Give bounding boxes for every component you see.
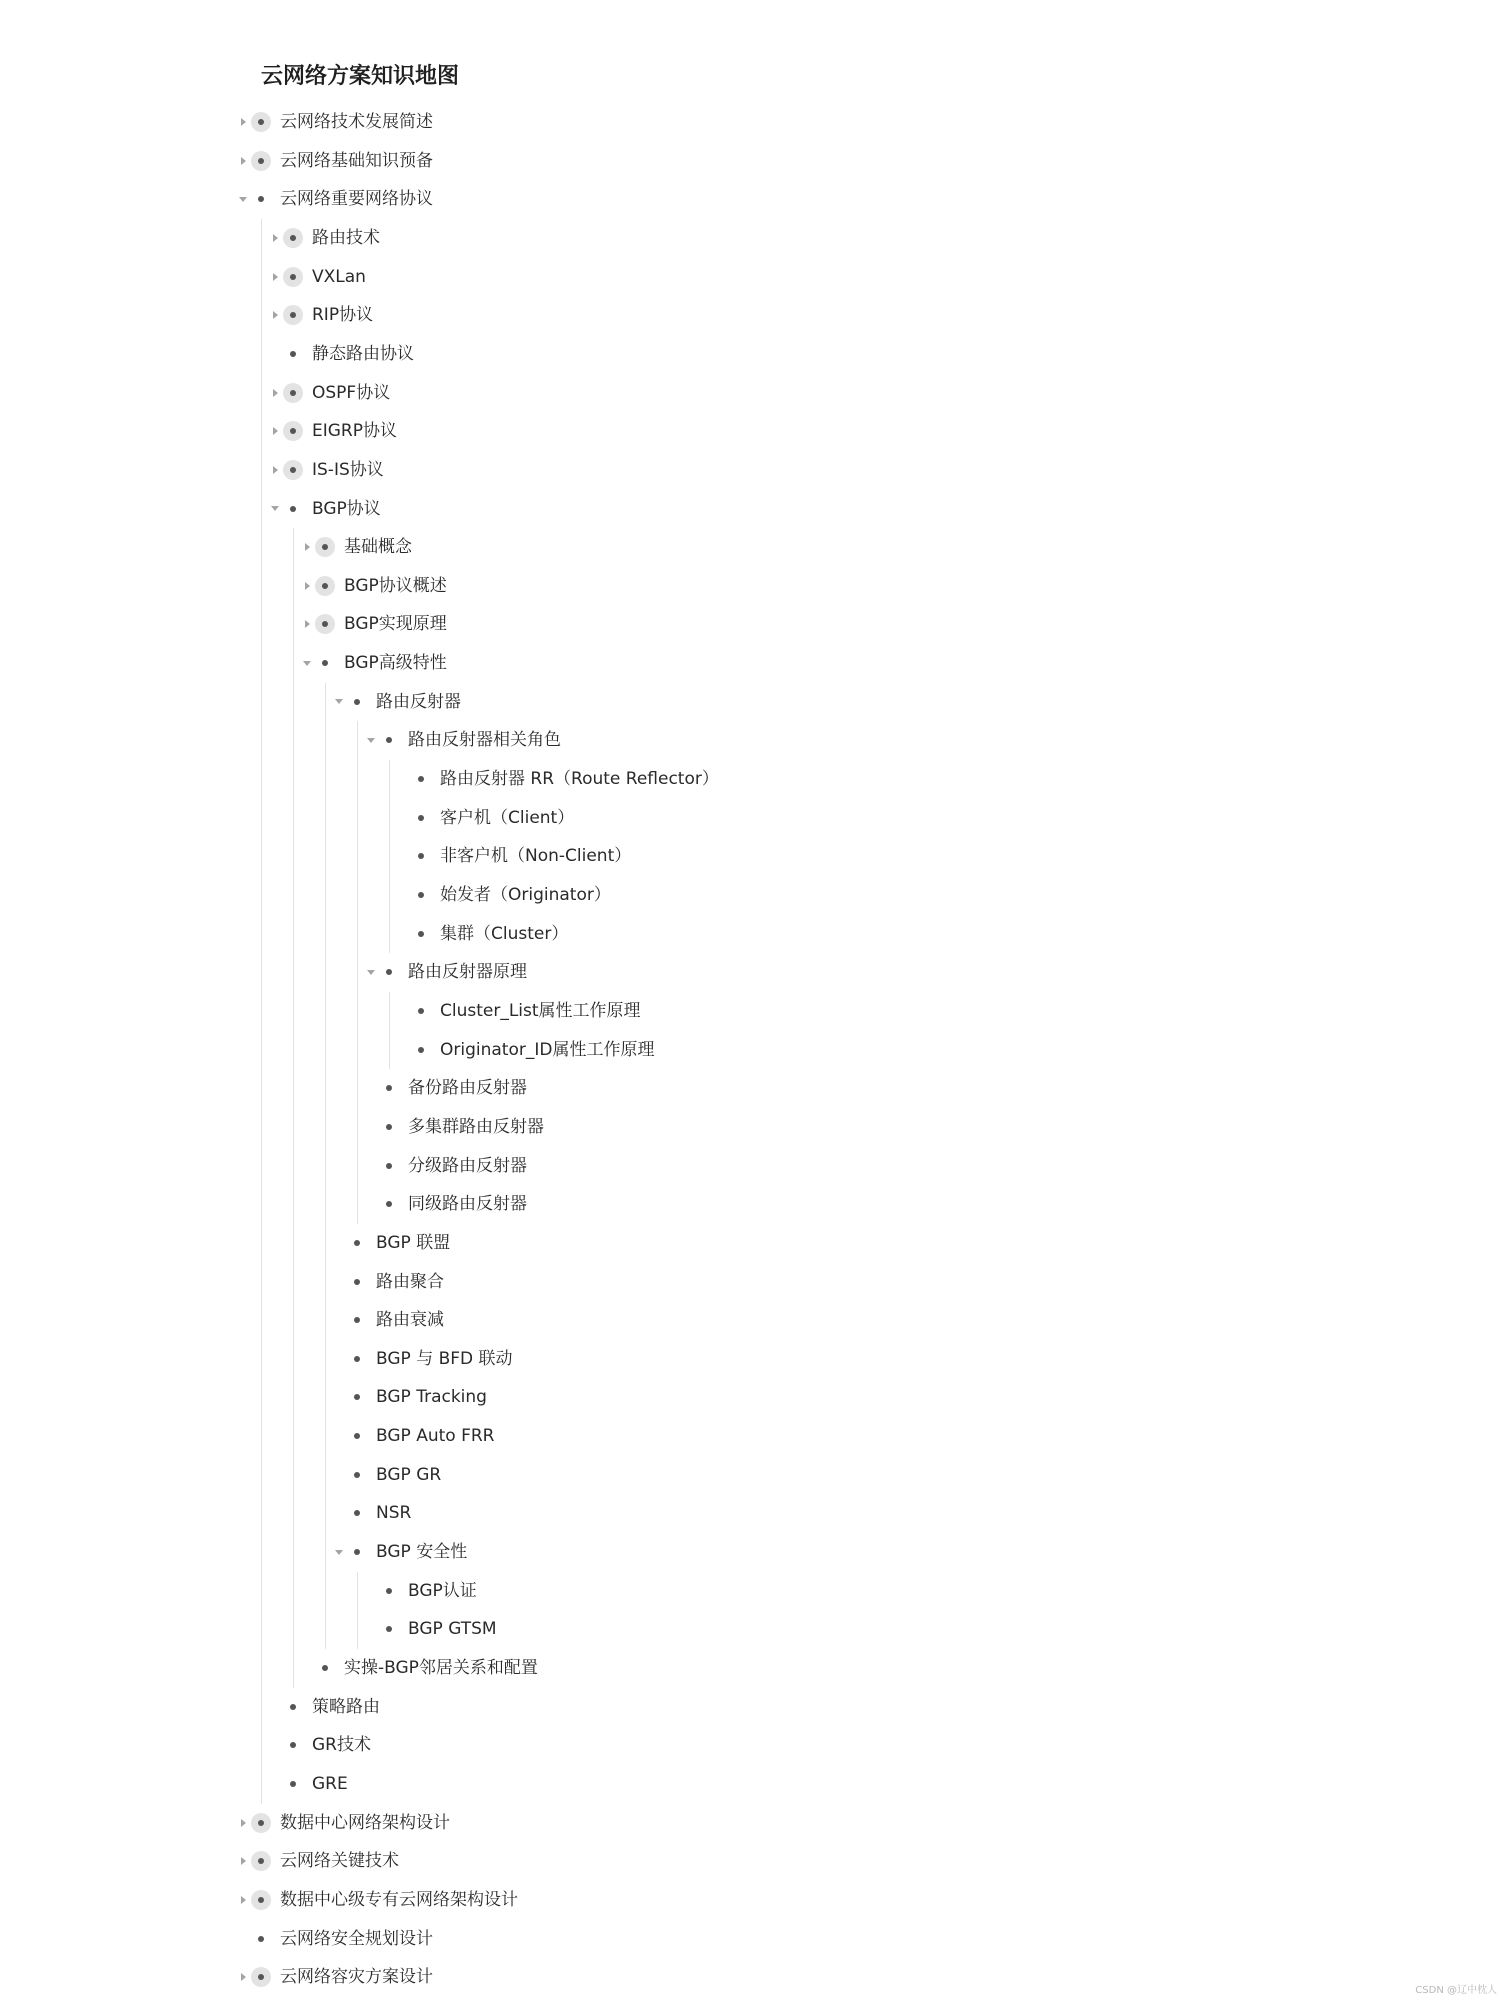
bullet-icon[interactable] xyxy=(379,730,399,750)
expand-caret-icon[interactable] xyxy=(300,579,314,593)
outline-node[interactable] xyxy=(0,1726,1509,1764)
outline-node[interactable] xyxy=(0,1881,1509,1919)
outline-node[interactable] xyxy=(0,1147,1509,1185)
outline-node[interactable] xyxy=(0,1340,1509,1378)
bullet-icon[interactable] xyxy=(251,189,271,209)
outline-node[interactable] xyxy=(0,1456,1509,1494)
outline-node[interactable] xyxy=(0,876,1509,914)
indent-guide-line xyxy=(357,1572,358,1649)
outline-node-label[interactable]: BGP实现原理 xyxy=(344,614,447,635)
watermark: CSDN @辽中枕人 xyxy=(1415,1985,1497,1996)
indent-guide-line xyxy=(357,721,358,1223)
expand-caret-icon[interactable] xyxy=(268,463,282,477)
outline-node[interactable] xyxy=(0,799,1509,837)
bullet-icon[interactable] xyxy=(283,460,303,480)
outline-node[interactable] xyxy=(0,760,1509,798)
outline-node[interactable] xyxy=(0,1301,1509,1339)
bullet-icon[interactable] xyxy=(283,267,303,287)
bullet-icon[interactable] xyxy=(283,1774,303,1794)
outline-node[interactable] xyxy=(0,992,1509,1030)
outline-node[interactable] xyxy=(0,1649,1509,1687)
outline-node-label[interactable]: 路由反射器相关角色 xyxy=(408,730,561,751)
outline-node-label[interactable]: 数据中心级专有云网络架构设计 xyxy=(280,1889,518,1910)
outline-node-label[interactable]: 多集群路由反射器 xyxy=(408,1116,544,1137)
outline-node-label[interactable]: 实操-BGP邻居关系和配置 xyxy=(344,1658,538,1678)
bullet-icon[interactable] xyxy=(411,924,431,944)
outline-node[interactable] xyxy=(0,1031,1509,1069)
indent-guide-line xyxy=(325,683,326,1649)
expand-caret-icon[interactable] xyxy=(268,231,282,245)
bullet-icon[interactable] xyxy=(283,1697,303,1717)
outline-node-label[interactable]: 同级路由反射器 xyxy=(408,1194,527,1215)
bullet-icon[interactable] xyxy=(251,1890,271,1910)
outline-node[interactable] xyxy=(0,528,1509,566)
outline-node-label[interactable]: 非客户机（Non-Client） xyxy=(440,846,632,867)
outline-node-label[interactable]: BGP GR xyxy=(376,1464,442,1485)
outline-node-label[interactable]: BGP协议 xyxy=(312,498,381,519)
bullet-icon[interactable] xyxy=(411,846,431,866)
outline-node-label[interactable]: EIGRP协议 xyxy=(312,421,397,442)
outline-node-label[interactable]: IS-IS协议 xyxy=(312,459,384,480)
bullet-icon[interactable] xyxy=(283,228,303,248)
bullet-icon[interactable] xyxy=(347,692,367,712)
bullet-icon[interactable] xyxy=(347,1542,367,1562)
bullet-icon[interactable] xyxy=(251,151,271,171)
outline-node-label[interactable]: GRE xyxy=(312,1773,348,1794)
collapse-caret-icon[interactable] xyxy=(332,695,346,709)
outline-node[interactable] xyxy=(0,1224,1509,1262)
expand-caret-icon[interactable] xyxy=(268,270,282,284)
outline-node[interactable] xyxy=(0,721,1509,759)
outline-node[interactable] xyxy=(0,1069,1509,1107)
bullet-icon[interactable] xyxy=(379,1156,399,1176)
outline-node-label[interactable]: GR技术 xyxy=(312,1735,371,1756)
outline-node-label[interactable]: VXLan xyxy=(312,266,366,287)
bullet-icon[interactable] xyxy=(251,112,271,132)
collapse-caret-icon[interactable] xyxy=(236,192,250,206)
outline-node[interactable] xyxy=(0,1765,1509,1803)
indent-guide-line xyxy=(261,219,262,1804)
bullet-icon[interactable] xyxy=(283,421,303,441)
bullet-icon[interactable] xyxy=(379,1194,399,1214)
bullet-icon[interactable] xyxy=(315,537,335,557)
bullet-icon[interactable] xyxy=(283,344,303,364)
outline-node-label[interactable]: BGP高级特性 xyxy=(344,653,447,674)
outline-node[interactable] xyxy=(0,1494,1509,1532)
outline-node[interactable] xyxy=(0,605,1509,643)
outline-node[interactable] xyxy=(0,451,1509,489)
outline-node-label[interactable]: 分级路由反射器 xyxy=(408,1155,527,1176)
outline-node-label[interactable]: BGP协议概述 xyxy=(344,575,447,596)
bullet-icon[interactable] xyxy=(347,1349,367,1369)
outline-node[interactable] xyxy=(0,683,1509,721)
bullet-icon[interactable] xyxy=(283,1735,303,1755)
outline-node-label[interactable]: 备份路由反射器 xyxy=(408,1078,527,1099)
outline-node[interactable] xyxy=(0,1417,1509,1455)
bullet-icon[interactable] xyxy=(411,885,431,905)
outline-node[interactable] xyxy=(0,335,1509,373)
outline-node-label[interactable]: 路由反射器 RR（Route Reflector） xyxy=(440,769,719,790)
bullet-icon[interactable] xyxy=(251,1851,271,1871)
bullet-icon[interactable] xyxy=(347,1426,367,1446)
outline-node[interactable] xyxy=(0,1842,1509,1880)
outline-node[interactable] xyxy=(0,837,1509,875)
outline-node[interactable] xyxy=(0,258,1509,296)
outline-node[interactable] xyxy=(0,142,1509,180)
bullet-icon[interactable] xyxy=(315,576,335,596)
outline-node-label[interactable]: 数据中心网络架构设计 xyxy=(280,1812,450,1833)
outline-node[interactable] xyxy=(0,1920,1509,1958)
outline-node[interactable] xyxy=(0,567,1509,605)
outline-node[interactable] xyxy=(0,180,1509,218)
outline-node-label[interactable]: 路由反射器 xyxy=(376,691,461,712)
bullet-icon[interactable] xyxy=(347,1503,367,1523)
outline-node-label[interactable]: NSR xyxy=(376,1503,412,1524)
collapse-caret-icon[interactable] xyxy=(364,733,378,747)
outline-node-label[interactable]: BGP Tracking xyxy=(376,1387,487,1408)
outline-node-label[interactable]: 客户机（Client） xyxy=(440,807,575,828)
expand-caret-icon[interactable] xyxy=(236,1854,250,1868)
outline-node-label[interactable]: BGP GTSM xyxy=(408,1619,497,1640)
bullet-icon[interactable] xyxy=(251,1929,271,1949)
outline-node-label[interactable]: BGP 联盟 xyxy=(376,1232,451,1253)
outline-node[interactable] xyxy=(0,103,1509,141)
bullet-icon[interactable] xyxy=(379,1581,399,1601)
collapse-caret-icon[interactable] xyxy=(300,656,314,670)
page-title: 云网络方案知识地图 xyxy=(261,64,460,89)
bullet-icon[interactable] xyxy=(315,653,335,673)
expand-caret-icon[interactable] xyxy=(236,1893,250,1907)
outline-node-label[interactable]: 静态路由协议 xyxy=(312,343,414,364)
outline-node[interactable] xyxy=(0,1533,1509,1571)
outline-node-label[interactable]: BGP 安全性 xyxy=(376,1542,468,1563)
bullet-icon[interactable] xyxy=(411,769,431,789)
bullet-icon[interactable] xyxy=(315,1658,335,1678)
outline-node[interactable] xyxy=(0,1958,1509,1996)
outline-node[interactable] xyxy=(0,490,1509,528)
indent-guide-line xyxy=(389,760,390,953)
bullet-icon[interactable] xyxy=(379,1619,399,1639)
bullet-icon[interactable] xyxy=(315,614,335,634)
bullet-icon[interactable] xyxy=(283,383,303,403)
outline-node[interactable] xyxy=(0,1108,1509,1146)
bullet-icon[interactable] xyxy=(347,1310,367,1330)
outline-node-label[interactable]: OSPF协议 xyxy=(312,382,391,403)
bullet-icon[interactable] xyxy=(379,1078,399,1098)
outline-node-label[interactable]: 云网络容灾方案设计 xyxy=(280,1967,433,1988)
outline-node[interactable] xyxy=(0,1610,1509,1648)
outline-node-label[interactable]: 集群（Cluster） xyxy=(440,923,569,944)
outline-node[interactable] xyxy=(0,1185,1509,1223)
indent-guide-line xyxy=(293,528,294,1688)
bullet-icon[interactable] xyxy=(347,1387,367,1407)
outline-node-label[interactable]: Originator_ID属性工作原理 xyxy=(440,1039,655,1060)
outline-node[interactable] xyxy=(0,1572,1509,1610)
outline-node-label[interactable]: 云网络重要网络协议 xyxy=(280,189,433,210)
bullet-icon[interactable] xyxy=(379,962,399,982)
expand-caret-icon[interactable] xyxy=(268,424,282,438)
bullet-icon[interactable] xyxy=(283,305,303,325)
outline-node-label[interactable]: BGP Auto FRR xyxy=(376,1426,495,1447)
expand-caret-icon[interactable] xyxy=(300,617,314,631)
bullet-icon[interactable] xyxy=(411,1040,431,1060)
outline-node-label[interactable]: BGP 与 BFD 联动 xyxy=(376,1348,513,1369)
bullet-icon[interactable] xyxy=(379,1117,399,1137)
outline-node-label[interactable]: 云网络技术发展简述 xyxy=(280,112,433,132)
expand-caret-icon[interactable] xyxy=(236,1816,250,1830)
outline-node-label[interactable]: RIP协议 xyxy=(312,305,374,326)
outline-node-label[interactable]: 基础概念 xyxy=(344,537,412,558)
bullet-icon[interactable] xyxy=(411,1001,431,1021)
collapse-caret-icon[interactable] xyxy=(364,965,378,979)
outline-node-label[interactable]: 云网络关键技术 xyxy=(280,1851,399,1872)
bullet-icon[interactable] xyxy=(251,1813,271,1833)
outline-node-label[interactable]: 路由衰减 xyxy=(376,1310,444,1331)
outline-node[interactable] xyxy=(0,374,1509,412)
outline-node-label[interactable]: 始发者（Originator） xyxy=(440,885,611,905)
outline-node-label[interactable]: BGP认证 xyxy=(408,1580,477,1601)
bullet-icon[interactable] xyxy=(283,499,303,519)
outline-node-label[interactable]: 路由反射器原理 xyxy=(408,962,527,983)
expand-caret-icon[interactable] xyxy=(236,1970,250,1984)
indent-guide-line xyxy=(389,992,390,1069)
outline-node[interactable] xyxy=(0,1378,1509,1416)
outline-node-label[interactable]: 云网络安全规划设计 xyxy=(280,1928,433,1949)
expand-caret-icon[interactable] xyxy=(268,386,282,400)
expand-caret-icon[interactable] xyxy=(268,308,282,322)
bullet-icon[interactable] xyxy=(347,1272,367,1292)
outline-node[interactable] xyxy=(0,644,1509,682)
expand-caret-icon[interactable] xyxy=(236,154,250,168)
outline-node-label[interactable]: Cluster_List属性工作原理 xyxy=(440,1000,641,1021)
outline-node[interactable] xyxy=(0,219,1509,257)
outline-node[interactable] xyxy=(0,953,1509,991)
outline-node[interactable] xyxy=(0,296,1509,334)
collapse-caret-icon[interactable] xyxy=(268,502,282,516)
collapse-caret-icon[interactable] xyxy=(332,1545,346,1559)
outline-node[interactable] xyxy=(0,1688,1509,1726)
outline-node-label[interactable]: 策略路由 xyxy=(312,1696,380,1717)
bullet-icon[interactable] xyxy=(347,1233,367,1253)
outline-node-label[interactable]: 路由聚合 xyxy=(376,1271,444,1292)
expand-caret-icon[interactable] xyxy=(236,115,250,129)
outline-node[interactable] xyxy=(0,412,1509,450)
outline-node[interactable] xyxy=(0,1263,1509,1301)
outline-node[interactable] xyxy=(0,1804,1509,1842)
outline-node-label[interactable]: 路由技术 xyxy=(312,227,380,248)
expand-caret-icon[interactable] xyxy=(300,540,314,554)
bullet-icon[interactable] xyxy=(411,808,431,828)
outline-node[interactable] xyxy=(0,915,1509,953)
outline-node-label[interactable]: 云网络基础知识预备 xyxy=(280,150,433,171)
bullet-icon[interactable] xyxy=(347,1465,367,1485)
bullet-icon[interactable] xyxy=(251,1967,271,1987)
